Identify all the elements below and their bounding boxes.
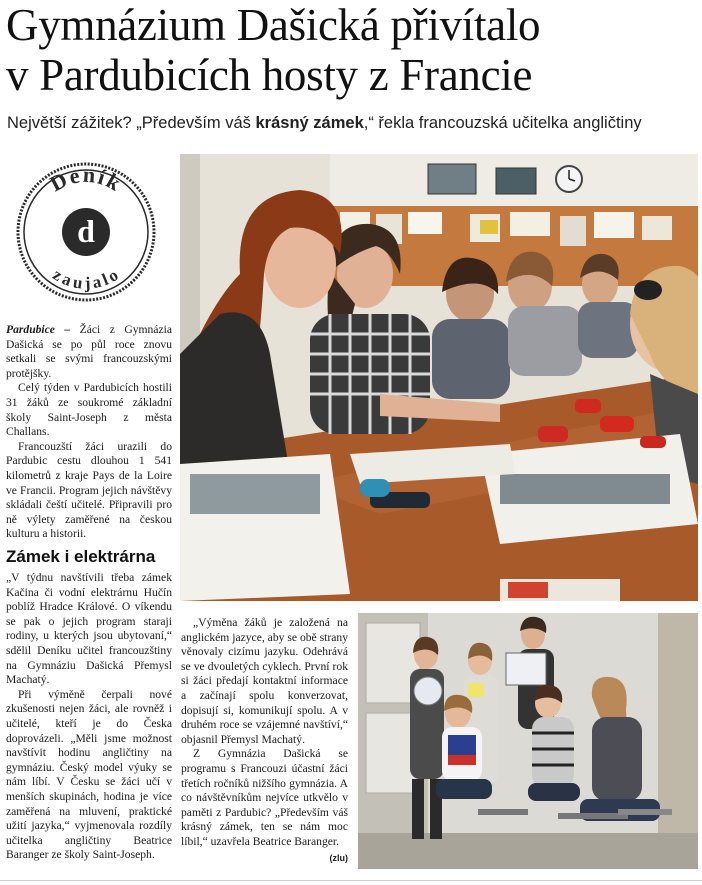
stamp-bottom-text: zaujalo xyxy=(49,264,123,293)
headline-line-2: v Pardubicích hosty z Francie xyxy=(6,50,533,100)
article-column-middle xyxy=(181,616,348,865)
subhead-bold: krásný zámek xyxy=(255,114,364,132)
subhead-post: ,“ řekla francouzská učitelka angličtiny xyxy=(363,114,642,132)
paragraph-3: Francouzští žáci urazili do Pardubic cestu dlouhou 1 541 kilometrů z kraje Pays de la Loire ve Francii. Program jejich návštěvy skládali čeští učitelé. Připravili pro ně výlety zaměřené na českou kulturu a historii. xyxy=(6,439,172,541)
author-initials: (zlu) xyxy=(329,852,348,863)
denik-zaujalo-stamp xyxy=(14,160,158,304)
paragraph-4: „V týdnu navštívili třeba zámek Kačina či vodní elektrárnu Hučín poblíž Hradce Králové. O víkendu se pak o jejich program staraji rodiny, u kterých jsou ubytovaní,“ sdělil Deníku učitel francouzštiny na Gymnáziu Dašická Přemysl Machatý. xyxy=(6,571,172,687)
stamp-letter: d xyxy=(77,213,95,249)
paragraph-intro-text: Žáci z Gymnázia Dašická se po půl roce znovu setkali se svými francouzskými protějšky. xyxy=(6,323,172,380)
headline-line-1: Gymnázium Dašická přivítalo xyxy=(6,0,541,50)
paragraph-intro xyxy=(6,323,172,381)
paragraph-7-text: Z Gymnázia Dašická se programu s Francouzi účastní žáci třetích ročníků nižšího gymnázia. A co návštěvníkům nejvíce utkvělo v paměti z Pardubic? „Především váš krásný zámek, ten se nám moc líbil,“ uzavřela Beatrice Baranger. xyxy=(181,747,348,848)
dateline: Pardubice – xyxy=(6,323,71,336)
classroom-photo-image xyxy=(180,154,698,601)
headline xyxy=(6,0,698,100)
article-column-left-top xyxy=(6,323,172,542)
article-column-left-bottom xyxy=(6,571,172,863)
stamp-top-text: Deník xyxy=(45,161,127,197)
subheadline xyxy=(7,112,699,134)
group-photo-image xyxy=(358,613,698,869)
paragraph-6: „Výměna žáků je založená na anglickém jazyce, aby se obě strany věnovaly cizímu jazyku. Odehrává se ve dvouletých cyklech. První rok si žáci předají kontaktní informace a začínají spolu konverzovat, dopisují si, komunikují spolu. A v druhém roce se vzájemné navštíví,“ objasnil Přemysl Machatý. xyxy=(181,616,348,746)
classroom-photo xyxy=(180,154,698,601)
paragraph-7 xyxy=(181,747,348,863)
paragraph-5: Při výměně čerpali nové zkušenosti nejen žáci, ale rovněž i učitelé, kteří je do Česka doprovázeli. „Měli jsme možnost navštívit hodinu angličtiny na gymnáziu. Český model výuky se nám líbí. V Česku se žáci učí v menších skupinách, hodina je více zaměřená na mluvení, praktické užití jazyka,“ vyjmenovala rozdíly učitelka angličtiny Beatrice Baranger ze školy Saint-Joseph. xyxy=(6,687,172,862)
group-photo xyxy=(358,613,698,869)
section-title: Zámek i elektrárna xyxy=(6,547,156,566)
subhead-pre: Největší zážitek? „Především váš xyxy=(7,114,256,132)
bottom-rule xyxy=(0,880,702,881)
paragraph-2: Celý týden v Pardubicích hostili 31 žáků ze soukromé základní školy Saint-Joseph z města Challans. xyxy=(6,381,172,439)
